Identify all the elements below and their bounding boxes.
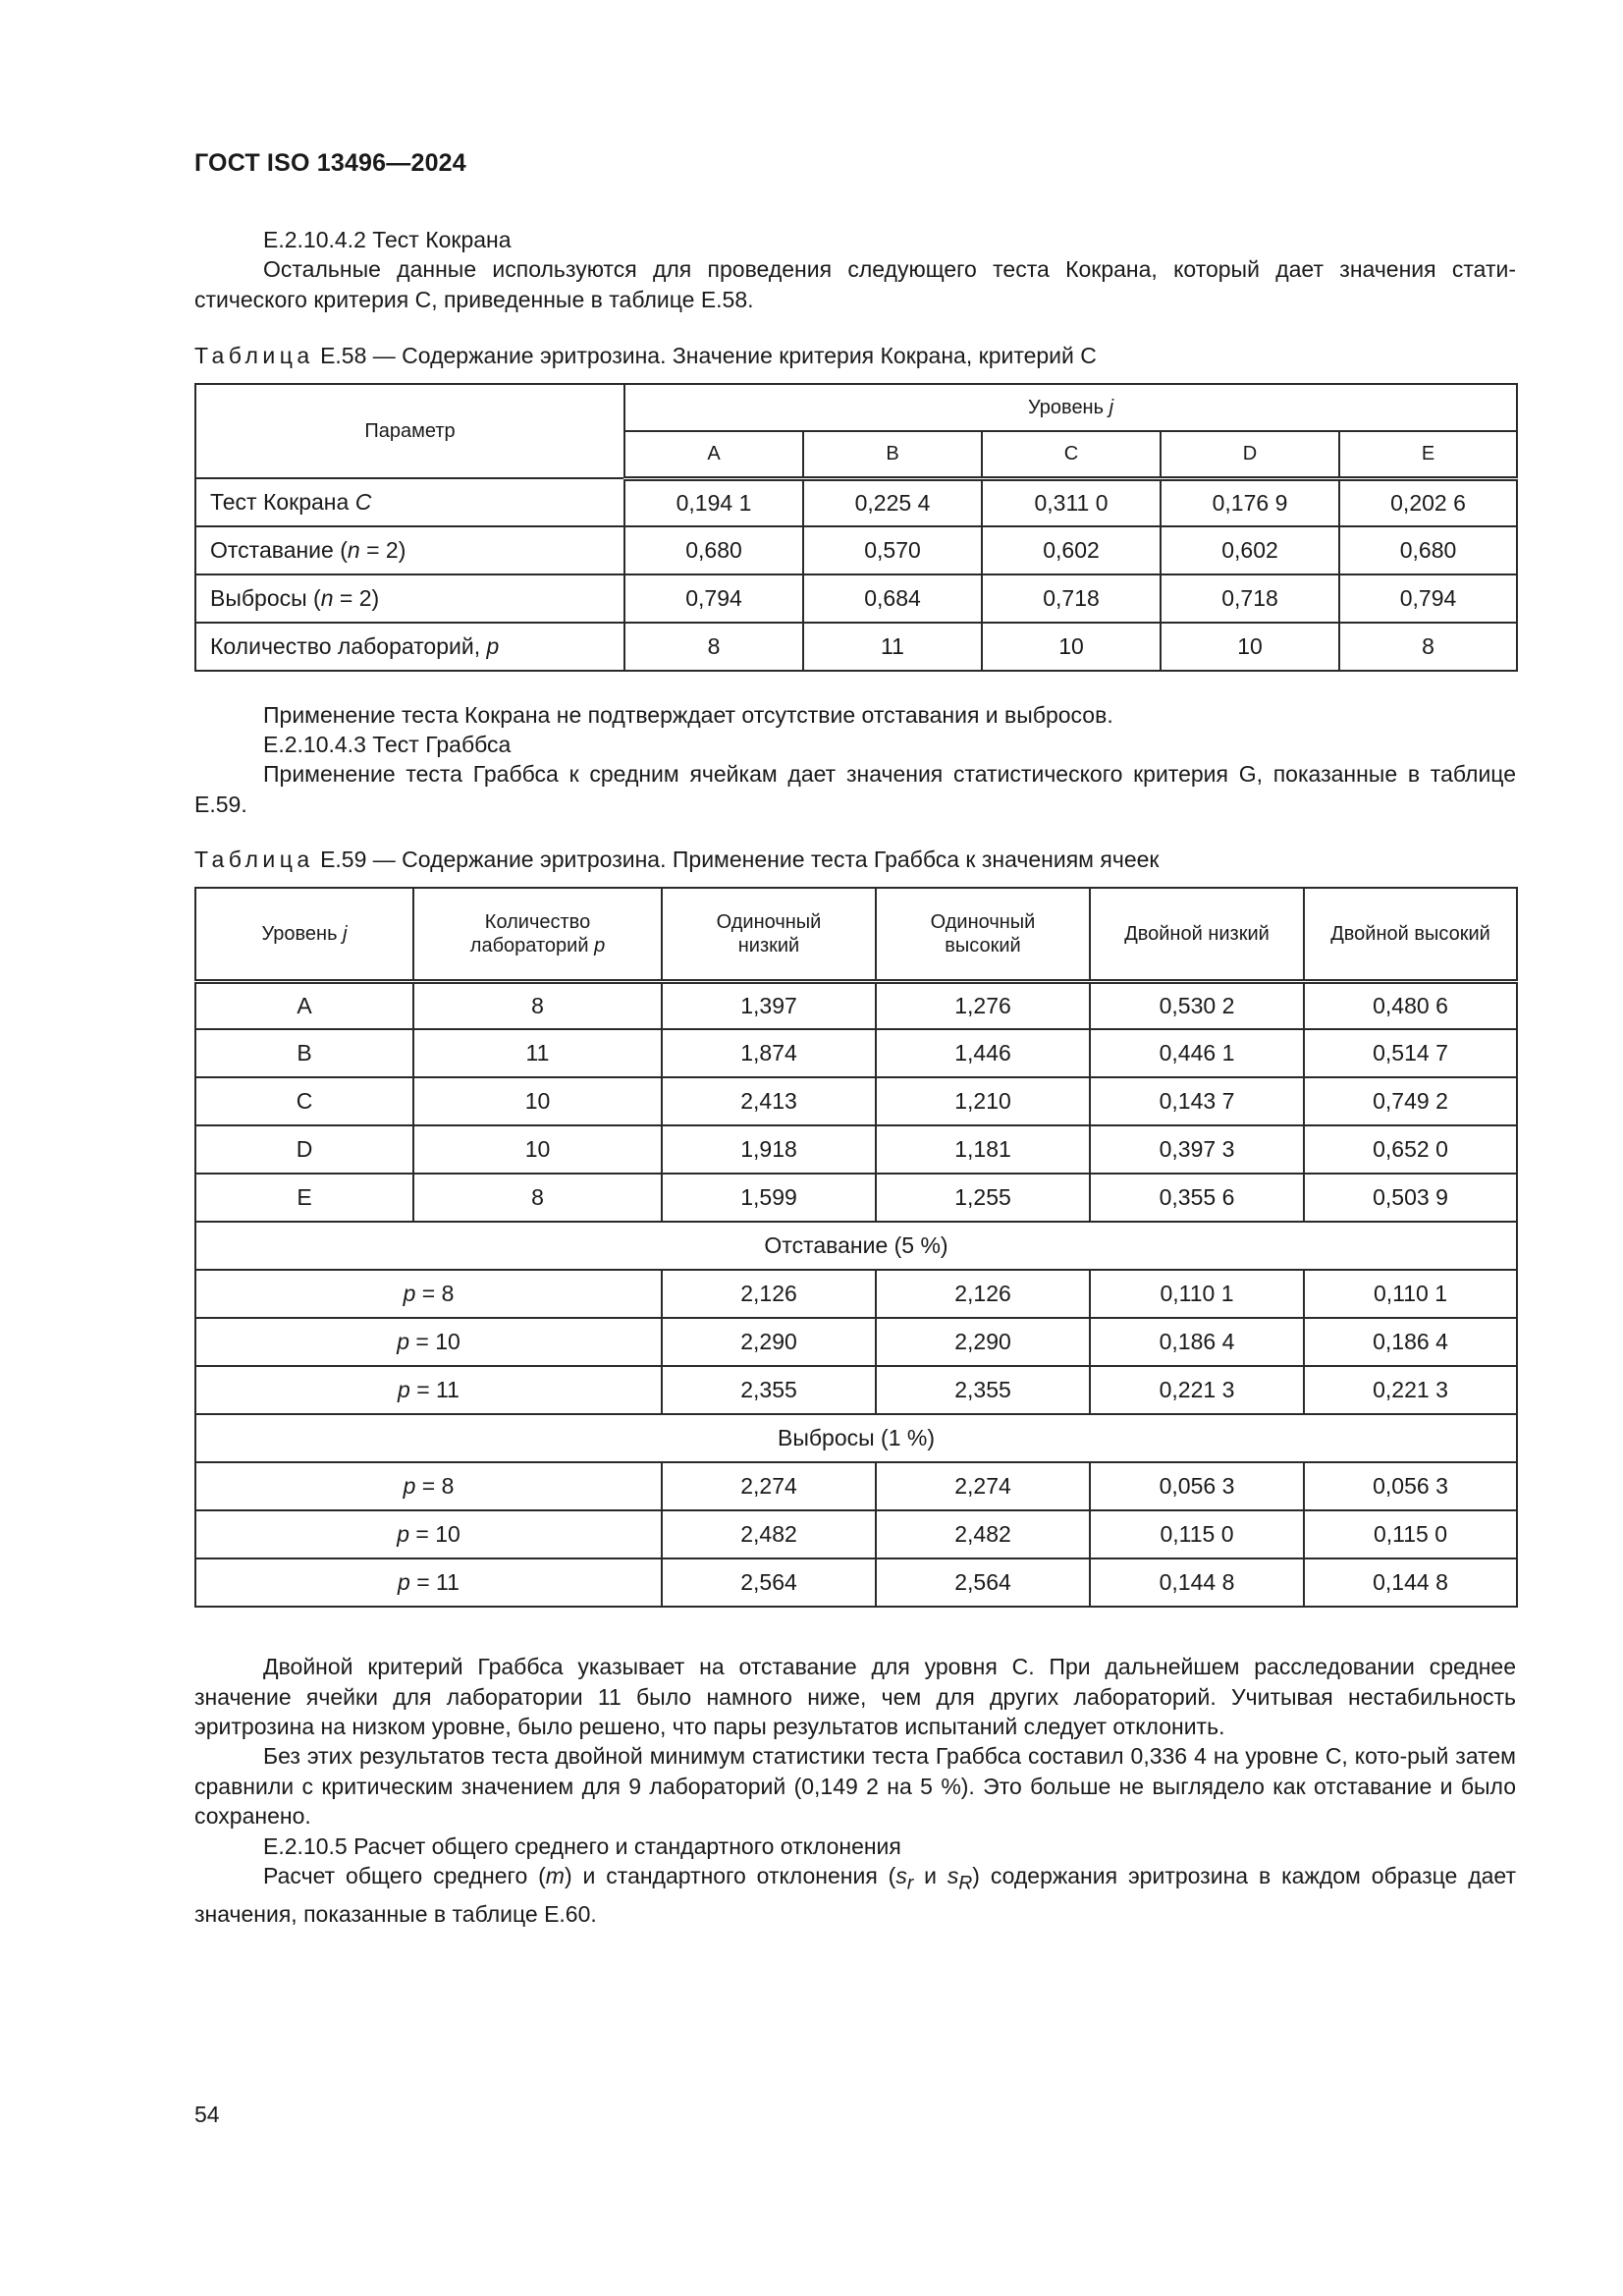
- row-label-suffix: = 2): [359, 537, 406, 563]
- table59-labs: 11: [413, 1029, 662, 1077]
- table-e58: [194, 383, 1518, 672]
- table59-cell: 0,221 3: [1304, 1366, 1517, 1414]
- table58-cell: 0,225 4: [803, 478, 982, 526]
- table58-cell: 0,202 6: [1339, 478, 1517, 526]
- row-label-var: p: [486, 633, 500, 659]
- table-row: [195, 1029, 1517, 1077]
- table59-cell: 2,482: [662, 1510, 876, 1558]
- table58-header-param: Параметр: [195, 384, 624, 478]
- table58-cell: 0,194 1: [624, 478, 803, 526]
- table59-labs: 10: [413, 1077, 662, 1125]
- table59-group-title: Отставание (5 %): [195, 1222, 1517, 1270]
- table59-header-single-low: Одиночный низкий: [662, 888, 876, 981]
- table59-cell: 2,482: [876, 1510, 1090, 1558]
- row-label-text: Отставание (: [210, 537, 348, 563]
- table59-cell: 1,276: [876, 981, 1090, 1029]
- table59-labs: 10: [413, 1125, 662, 1174]
- table59-cell: 0,056 3: [1304, 1462, 1517, 1510]
- table59-cell: 0,355 6: [1090, 1174, 1304, 1222]
- table59-caption-text: E.59 — Содержание эритрозина. Применение теста Граббса к значениям ячеек: [313, 847, 1160, 872]
- table58-cell: 0,794: [1339, 574, 1517, 623]
- table-row: [195, 1318, 1517, 1366]
- table58-cell: 0,794: [624, 574, 803, 623]
- table-row: [195, 1462, 1517, 1510]
- table59-cell: 0,186 4: [1090, 1318, 1304, 1366]
- table-row: [195, 1174, 1517, 1222]
- table59-cell: 0,115 0: [1304, 1510, 1517, 1558]
- table58-cell: 0,718: [982, 574, 1161, 623]
- table-row: [195, 478, 1517, 526]
- table58-cell: 0,570: [803, 526, 982, 574]
- section-heading-mean-sd: E.2.10.5 Расчет общего среднего и стандартного отклонения: [263, 1833, 901, 1859]
- table59-p-label: [195, 1270, 662, 1318]
- table59-cell: 0,503 9: [1304, 1174, 1517, 1222]
- table-row: [195, 1125, 1517, 1174]
- table59-cell: 2,355: [662, 1366, 876, 1414]
- table59-cell: 0,446 1: [1090, 1029, 1304, 1077]
- table59-cell: 0,652 0: [1304, 1125, 1517, 1174]
- table58-header-level: Уровень j: [624, 384, 1517, 431]
- row-label-text: Количество лабораторий,: [210, 633, 487, 659]
- table59-cell: 0,514 7: [1304, 1029, 1517, 1077]
- table59-cell: 1,599: [662, 1174, 876, 1222]
- p-var: p: [397, 1329, 409, 1354]
- table58-cell: 10: [982, 623, 1161, 671]
- table59-cell: 0,110 1: [1304, 1270, 1517, 1318]
- table58-cell: 11: [803, 623, 982, 671]
- table59-cell: 2,126: [662, 1270, 876, 1318]
- table58-cell: 0,680: [1339, 526, 1517, 574]
- table59-cell: 0,221 3: [1090, 1366, 1304, 1414]
- table58-level-a: A: [624, 431, 803, 478]
- paragraph-grubbs-without: Без этих результатов теста двойной минимум статистики теста Граббса составил 0,336 4 на уровне С, кото-рый затем сравнили с критическим значением для 9 лабораторий (0,149 2 на 5 %). Это больше не выглядело как отставание и было сохранено.: [194, 1743, 1516, 1829]
- row-label-text: Тест Кокрана: [210, 489, 355, 515]
- table59-cell: 2,413: [662, 1077, 876, 1125]
- section-heading-cochran: E.2.10.4.2 Тест Кокрана: [263, 227, 512, 252]
- table59-cell: 1,255: [876, 1174, 1090, 1222]
- table58-cell: 0,311 0: [982, 478, 1161, 526]
- table59-level: B: [195, 1029, 413, 1077]
- table58-row-label: [195, 623, 624, 671]
- table59-p-label: [195, 1366, 662, 1414]
- table-row: [195, 623, 1517, 671]
- table58-cell: 8: [1339, 623, 1517, 671]
- table-row: [195, 1366, 1517, 1414]
- table59-cell: 2,126: [876, 1270, 1090, 1318]
- p-value: = 11: [409, 1377, 460, 1402]
- table59-cell: 2,564: [876, 1558, 1090, 1607]
- table59-header-labs: Количество лабораторий p: [413, 888, 662, 981]
- table59-cell: 2,274: [876, 1462, 1090, 1510]
- table59-cell: 0,144 8: [1304, 1558, 1517, 1607]
- table58-caption-text: E.58 — Содержание эритрозина. Значение критерия Кокрана, критерий С: [313, 343, 1097, 368]
- table58-cell: 0,602: [1161, 526, 1339, 574]
- table58-cell: 8: [624, 623, 803, 671]
- section-heading-grubbs: E.2.10.4.3 Тест Граббса: [263, 732, 512, 757]
- table58-row-label: [195, 574, 624, 623]
- p-value: = 11: [409, 1569, 460, 1595]
- table59-caption: [194, 845, 1516, 874]
- p-value: = 10: [409, 1329, 460, 1354]
- table58-cell: 0,176 9: [1161, 478, 1339, 526]
- table59-cell: 2,290: [662, 1318, 876, 1366]
- table59-cell: 1,397: [662, 981, 876, 1029]
- table-row: [195, 1558, 1517, 1607]
- table-e59: [194, 887, 1518, 1608]
- table59-labs: 8: [413, 1174, 662, 1222]
- page-number: 54: [194, 2102, 220, 2127]
- table59-caption-word: Таблица: [194, 847, 314, 872]
- table59-group-row: [195, 1222, 1517, 1270]
- table59-cell: 1,918: [662, 1125, 876, 1174]
- table59-cell: 1,446: [876, 1029, 1090, 1077]
- table-row: [195, 1077, 1517, 1125]
- table59-header-double-low: Двойной низкий: [1090, 888, 1304, 981]
- table59-p-label: [195, 1510, 662, 1558]
- table58-caption-word: Таблица: [194, 343, 314, 368]
- table59-cell: 0,144 8: [1090, 1558, 1304, 1607]
- table58-level-b: B: [803, 431, 982, 478]
- row-label-text: Выбросы (: [210, 585, 321, 611]
- table59-p-label: [195, 1558, 662, 1607]
- table59-cell: 2,274: [662, 1462, 876, 1510]
- p-value: = 10: [409, 1521, 460, 1547]
- table59-cell: 2,564: [662, 1558, 876, 1607]
- table59-cell: 0,186 4: [1304, 1318, 1517, 1366]
- table59-group-row: [195, 1414, 1517, 1462]
- table59-cell: 0,530 2: [1090, 981, 1304, 1029]
- table58-caption: [194, 341, 1516, 370]
- paragraph-grubbs-intro: Применение теста Граббса к средним ячейкам дает значения статистического критерия G, показанные в таблице E.59.: [194, 761, 1516, 817]
- table58-level-c: C: [982, 431, 1161, 478]
- row-label-var: C: [354, 489, 372, 515]
- table59-level: A: [195, 981, 413, 1029]
- table59-cell: 1,874: [662, 1029, 876, 1077]
- table59-level: E: [195, 1174, 413, 1222]
- row-label-var: n: [320, 585, 334, 611]
- p-value: = 8: [415, 1281, 455, 1306]
- table58-cell: 10: [1161, 623, 1339, 671]
- table58-cell: 0,602: [982, 526, 1161, 574]
- paragraph-cochran-result: Применение теста Кокрана не подтверждает отсутствие отставания и выбросов.: [263, 702, 1113, 728]
- table59-cell: 1,181: [876, 1125, 1090, 1174]
- table59-cell: 0,480 6: [1304, 981, 1517, 1029]
- document-header: ГОСТ ISO 13496—2024: [194, 149, 466, 177]
- p-var: p: [398, 1377, 410, 1402]
- table-row: [195, 981, 1517, 1029]
- table59-p-label: [195, 1462, 662, 1510]
- table59-cell: 2,290: [876, 1318, 1090, 1366]
- table59-p-label: [195, 1318, 662, 1366]
- table59-header-double-high: Двойной высокий: [1304, 888, 1517, 981]
- table59-header-single-high: Одиночный высокий: [876, 888, 1090, 981]
- p-var: p: [403, 1281, 416, 1306]
- paragraph-grubbs-double: Двойной критерий Граббса указывает на отставание для уровня С. При дальнейшем расследовании среднее значение ячейки для лаборатории 11 было намного ниже, чем для других лабораторий. Учитывая нестабильность эритрозина на низком уровне, было решено, что пары результатов испытаний следует отклонить.: [194, 1654, 1516, 1739]
- row-label-suffix: = 2): [333, 585, 380, 611]
- table59-cell: 2,355: [876, 1366, 1090, 1414]
- row-label-var: n: [347, 537, 360, 563]
- paragraph-cochran-intro: Остальные данные используются для проведения следующего теста Кокрана, который дает значения стати-стического критерия С, приведенные в таблице E.58.: [194, 256, 1516, 312]
- table59-cell: 0,749 2: [1304, 1077, 1517, 1125]
- table59-cell: 0,110 1: [1090, 1270, 1304, 1318]
- table58-row-label: [195, 526, 624, 574]
- table59-cell: 0,115 0: [1090, 1510, 1304, 1558]
- table58-level-d: D: [1161, 431, 1339, 478]
- table59-cell: 1,210: [876, 1077, 1090, 1125]
- table59-labs: 8: [413, 981, 662, 1029]
- p-var: p: [398, 1569, 410, 1595]
- table58-cell: 0,718: [1161, 574, 1339, 623]
- p-var: p: [403, 1473, 416, 1499]
- table58-cell: 0,684: [803, 574, 982, 623]
- table58-cell: 0,680: [624, 526, 803, 574]
- table59-header-level: Уровень j: [195, 888, 413, 981]
- table59-group-title: Выбросы (1 %): [195, 1414, 1517, 1462]
- table-row: [195, 1270, 1517, 1318]
- table58-level-e: E: [1339, 431, 1517, 478]
- p-value: = 8: [415, 1473, 455, 1499]
- table59-cell: 0,397 3: [1090, 1125, 1304, 1174]
- table-row: [195, 574, 1517, 623]
- table59-level: D: [195, 1125, 413, 1174]
- table59-level: C: [195, 1077, 413, 1125]
- table-row: [195, 1510, 1517, 1558]
- paragraph-mean-sd: Расчет общего среднего (m) и стандартного отклонения ($s_r$ и $s_R$) содержания эритрозина в каждом образце дает значения, показанные в таблице E.60.: [194, 1863, 1516, 1928]
- table59-cell: 0,143 7: [1090, 1077, 1304, 1125]
- table58-row-label: [195, 478, 624, 526]
- table59-cell: 0,056 3: [1090, 1462, 1304, 1510]
- table-row: [195, 526, 1517, 574]
- p-var: p: [397, 1521, 409, 1547]
